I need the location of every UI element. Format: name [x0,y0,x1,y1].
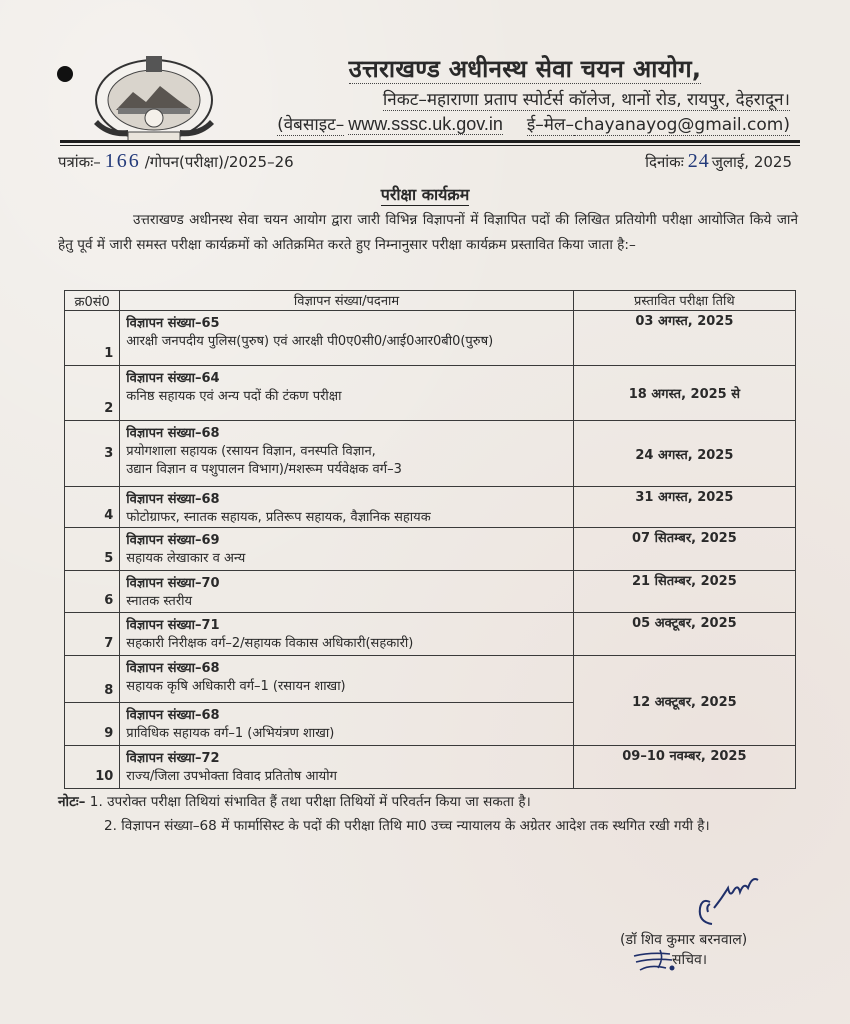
exam-date: 05 अक्टूबर, 2025 [573,613,795,656]
post-name: सहायक कृषि अधिकारी वर्ग–1 (रसायन शाखा) [126,679,346,694]
post-name: प्रयोगशाला सहायक (रसायन विज्ञान, वनस्पति विज्ञान, [126,444,376,459]
row-serial: 3 [65,421,120,487]
advertisement-number: विज्ञापन संख्या–72 [126,751,220,766]
header-divider-thin [60,145,800,146]
exam-date: 18 अगस्त, 2025 से [573,366,795,421]
row-post-cell [120,487,573,528]
exam-date: 21 सितम्बर, 2025 [573,571,795,613]
row-post-cell [120,571,573,613]
note-2: 2. विज्ञापन संख्या–68 में फार्मासिस्ट के पदों की परीक्षा तिथि मा0 उच्च न्यायालय के अग्रेतर आदेश तक स्थगित रखी गयी है। [104,818,710,834]
date-rest: जुलाई, 2025 [711,153,792,171]
row-serial: 6 [65,571,120,613]
advertisement-number: विज्ञापन संख्या–68 [126,492,220,507]
table-row [65,487,796,528]
table-row [65,571,796,613]
advertisement-number: विज्ञापन संख्या–68 [126,661,220,676]
header-serial: क्र0सं0 [65,291,120,311]
exam-date: 07 सितम्बर, 2025 [573,528,795,571]
row-serial: 7 [65,613,120,656]
row-serial: 8 [65,656,120,703]
row-serial: 1 [65,311,120,366]
advertisement-number: विज्ञापन संख्या–69 [126,533,220,548]
organization-address: निकट–महाराणा प्रताप स्पोर्टर्स कॉलेज, थानों रोड, रायपुर, देहरादून। [382,90,790,110]
exam-date: 09–10 नवम्बर, 2025 [573,746,795,789]
letter-reference [58,150,294,173]
row-post-cell [120,366,573,421]
reference-suffix: /गोपन(परीक्षा)/2025–26 [144,153,294,171]
row-post-cell [120,656,573,703]
exam-date-merged: 12 अक्टूबर, 2025 [573,656,795,746]
table-row [65,656,796,703]
row-post-cell [120,703,573,746]
document-heading: परीक्षा कार्यक्रम [380,185,470,204]
post-name: सहायक लेखाकार व अन्य [126,551,246,566]
row-serial: 5 [65,528,120,571]
post-name: कनिष्ठ सहायक एवं अन्य पदों की टंकण परीक्षा [126,389,342,404]
advertisement-number: विज्ञापन संख्या–68 [126,426,220,441]
letter-date [645,150,792,173]
exam-date: 24 अगस्त, 2025 [573,421,795,487]
signatory-designation: सचिव। [672,952,708,968]
exam-date: 03 अगस्त, 2025 [573,311,795,366]
table-row [65,366,796,421]
row-serial: 2 [65,366,120,421]
advertisement-number: विज्ञापन संख्या–65 [126,316,220,331]
row-post-cell [120,311,573,366]
email-link[interactable]: chayanayog@gmail.com) [573,115,790,135]
website-link[interactable]: www.sssc.uk.gov.in [348,114,503,134]
post-name: स्नातक स्तरीय [126,594,193,609]
note-1: नोटः– 1. उपरोक्त परीक्षा तिथियां संभावित हैं तथा परीक्षा तिथियों में परिवर्तन किया जा सकता है। [58,794,531,810]
header-exam-date: प्रस्तावित परीक्षा तिथि [573,291,795,311]
table-row [65,421,796,487]
post-name: राज्य/जिला उपभोक्ता विवाद प्रतितोष आयोग [126,769,337,784]
signatory-name: (डॉ शिव कुमार बरनवाल) [620,932,748,948]
website-label: (वेबसाइट– [277,115,345,135]
post-name-continued: उद्यान विज्ञान व पशुपालन विभाग)/मशरूम पर्यवेक्षक वर्ग–3 [126,462,402,477]
row-serial: 9 [65,703,120,746]
post-name: आरक्षी जनपदीय पुलिस(पुरुष) एवं आरक्षी पी0ए0सी0/आई0आर0बी0(पुरुष) [126,334,494,349]
commission-emblem-logo [88,52,220,146]
advertisement-number: विज्ञापन संख्या–68 [126,708,220,723]
row-post-cell [120,613,573,656]
intro-paragraph: उत्तराखण्ड अधीनस्थ सेवा चयन आयोग द्वारा जारी विभिन्न विज्ञापनों में विज्ञापित पदों की लिखित प्रतियोगी परीक्षा आयोजित किये जाने हेतु पूर्व में जारी समस्त परीक्षा कार्यक्रमों को अतिक्रमित करते हुए निम्नानुसार परीक्षा कार्यक्रम प्रस्तावित किया जाता है:– [58,212,798,253]
exam-schedule-table [64,290,796,789]
table-header-row [65,291,796,311]
date-prefix: दिनांकः [645,153,684,171]
organization-name: उत्तराखण्ड अधीनस्थ सेवा चयन आयोग, [348,55,702,83]
advertisement-number: विज्ञापन संख्या–71 [126,618,220,633]
reference-prefix: पत्रांकः– [58,153,101,171]
notes-section [58,790,798,838]
advertisement-number: विज्ञापन संख्या–64 [126,371,220,386]
post-name: फोटोग्राफर, स्नातक सहायक, प्रतिरूप सहायक, वैज्ञानिक सहायक [126,510,431,525]
row-post-cell [120,746,573,789]
row-serial: 10 [65,746,120,789]
post-name: सहकारी निरीक्षक वर्ग–2/सहायक विकास अधिकारी(सहकारी) [126,636,414,651]
notes-label: नोटः– [58,794,86,810]
contact-line [240,112,790,135]
row-post-cell [120,421,573,487]
exam-date: 31 अगस्त, 2025 [573,487,795,528]
table-row [65,746,796,789]
punch-hole [57,66,73,82]
header-advertisement: विज्ञापन संख्या/पदनाम [120,291,573,311]
table-row [65,311,796,366]
table-row [65,528,796,571]
email-label: ई–मेल– [526,115,574,135]
handwritten-signature [640,868,760,928]
post-name: प्राविधिक सहायक वर्ग–1 (अभियंत्रण शाखा) [126,726,335,741]
row-serial: 4 [65,487,120,528]
header-divider-thick [60,140,800,143]
date-day-handwritten: 24 [687,150,710,172]
row-post-cell [120,528,573,571]
table-row [65,613,796,656]
reference-number-handwritten: 166 [104,150,141,172]
advertisement-number: विज्ञापन संख्या–70 [126,576,220,591]
